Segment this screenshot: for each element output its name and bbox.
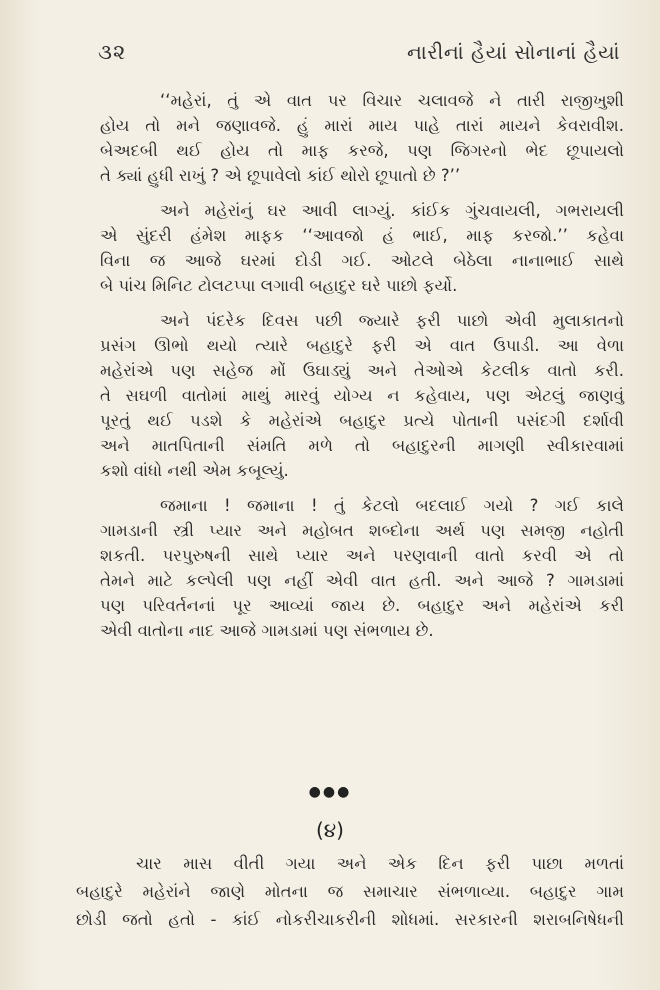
text-line: તે સઘળી વાતોમાં માથું મારવું યોગ્ય ન કહેવાય, પણ એટલું જાણવું: [100, 386, 624, 405]
running-title: નારીનાં હૈયાં સોનાનાં હૈયાં: [406, 40, 620, 64]
text-line: વિના જ આજે ઘરમાં દોડી ગઈ. ઓટલે બેઠેલા નાનાભાઈ સાથે: [100, 251, 624, 270]
text-line: તેમને માટે કલ્પેલી પણ નહીં એવી વાત હતી. અને આજે ? ગામડામાં: [100, 571, 624, 590]
section-heading-number: (૪): [315, 818, 344, 842]
section-separator-ornament: ●●●: [308, 784, 352, 800]
text-line: બે પાંચ મિનિટ ટોલટપ્પા લગાવી બહાદુર ઘરે પાછો ફર્યો.: [100, 276, 458, 295]
text-line: તે ક્યાં હુધી રાખું ? એ છૂપાવેલો કાંઈ થોરો છૂપાતો છે ?’’: [100, 166, 461, 185]
text-line: છોડી જતો હતો - કાંઈ નોકરીચાકરીની શોધમાં. સરકારની શરાબનિષેધની: [76, 910, 624, 929]
text-line: કશો વાંધો નથી એમ કબૂલ્યું.: [100, 461, 289, 480]
text-line: મહેરાંએ પણ સહેજ મોં ઉઘાડ્યું અને તેઓએ કેટલીક વાતો કરી.: [100, 361, 624, 380]
text-line: ચાર માસ વીતી ગયા અને એક દિન ફરી પાછા મળતાં: [136, 854, 624, 873]
text-line: બહાદુરે મહેરાંને જાણે મોતના જ સમાચાર સંભળાવ્યા. બહાદુર ગામ: [76, 882, 624, 901]
text-line: જમાના ! જમાના ! તું કેટલો બદલાઈ ગયો ? ગઈ કાલે: [160, 496, 624, 515]
text-line: પણ પરિવર્તનનાં પૂર આવ્યાં જાય છે. બહાદુર અને મહેરાંએ કરી: [100, 596, 624, 615]
text-line: ગામડાની સ્ત્રી પ્યાર અને મહોબત શબ્દોના અર્થ પણ સમજી નહોતી: [100, 521, 624, 540]
text-line: અને મહેરાંનું ઘર આવી લાગ્યું. કાંઈક ગુંચવાયલી, ગભરાયલી: [160, 201, 624, 220]
section-4-text: [76, 850, 624, 934]
text-line: અને પંદરેક દિવસ પછી જ્યારે ફરી પાછો એવી મુલાકાતનો: [160, 311, 624, 330]
page-header: [98, 40, 620, 74]
text-line: અને માતપિતાની સંમતિ મળે તો બહાદુરની માગણી સ્વીકારવામાં: [100, 436, 624, 455]
text-line: એવી વાતોના નાદ આજે ગામડામાં પણ સંભળાય છે.: [100, 621, 434, 640]
text-line: પૂરતું થઈ પડશે કે મહેરાંએ બહાદુર પ્રત્યે પોતાની પસંદગી દર્શાવી: [100, 411, 624, 430]
text-line: પ્રસંગ ઊભો થયો ત્યારે બહાદુરે ફરી એ વાત ઉપાડી. આ વેળા: [100, 336, 624, 355]
paragraph-2: [100, 198, 624, 298]
paragraph-1: [100, 88, 624, 188]
text-line: બેઅદબી થઈ હોય તો માફ કરજે, પણ જિગરનો ભેદ છૂપાયલો: [100, 141, 624, 160]
page-number: ૩૨: [98, 40, 127, 64]
text-line: હોય તો મને જણાવજે. હું મારાં માય પાહે તારાં માયને કેવરાવીશ.: [100, 116, 624, 135]
text-line: ‘‘મહેરાં, તું એ વાત પર વિચાર ચલાવજે ને તારી રાજીખુશી: [160, 91, 624, 110]
paragraph-3: [100, 308, 624, 483]
text-line: શકતી. પરપુરુષની સાથે પ્યાર અને પરણવાની વાતો કરવી એ તો: [100, 546, 624, 565]
text-line: એ સુંદરી હંમેશ માફક ‘‘આવજો હં ભાઈ, માફ કરજો.’’ કહેવા: [100, 226, 624, 245]
paragraph-4: [100, 493, 624, 643]
body-text: [100, 88, 624, 653]
